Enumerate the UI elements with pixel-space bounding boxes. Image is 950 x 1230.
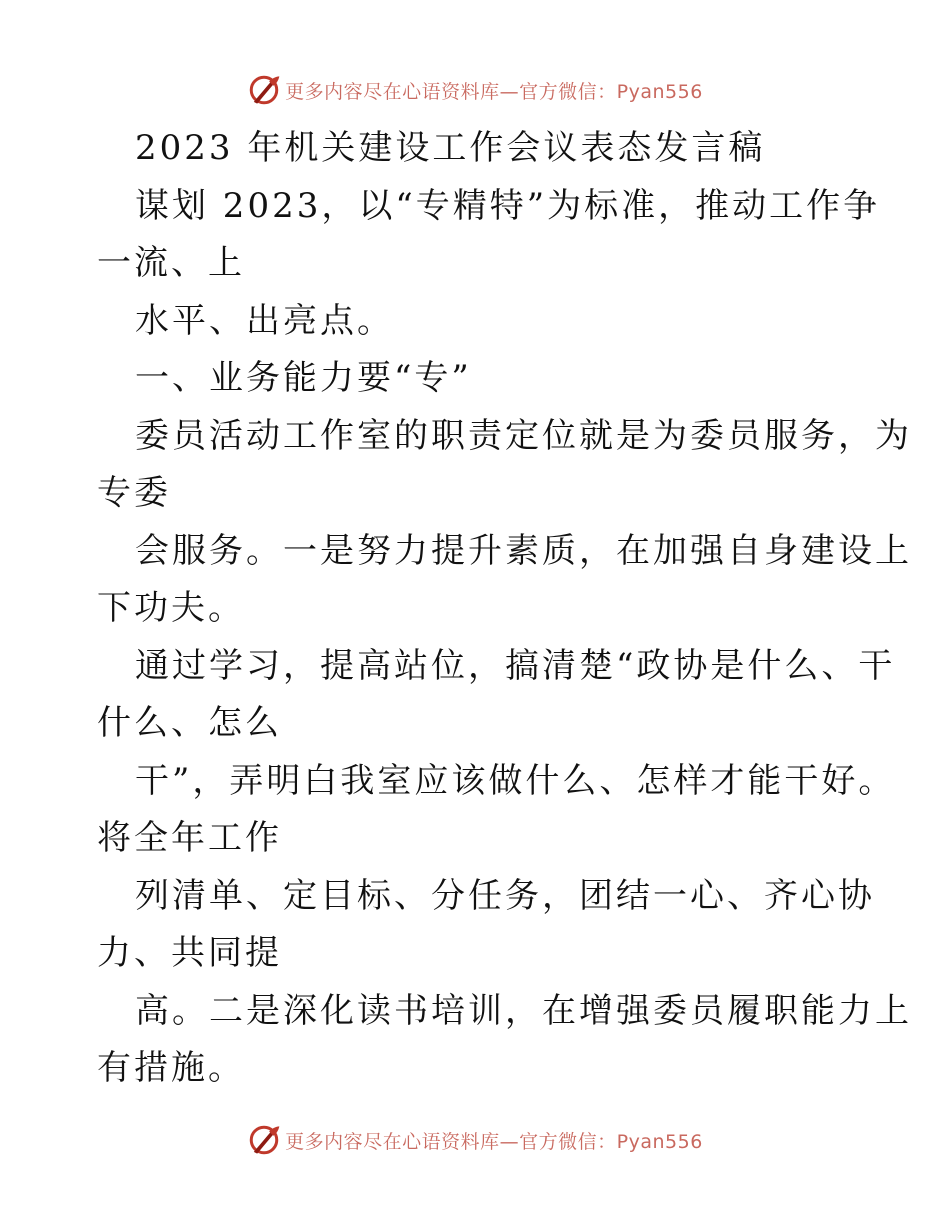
document-title: 2023 年机关建设工作会议表态发言稿 [135, 128, 766, 168]
header-watermark-text: 更多内容尽在心语资料库—官方微信：Pyan556 [285, 80, 703, 103]
paragraph-line: 干”，弄明白我室应该做什么、怎样才能干好。 [135, 760, 896, 801]
footer-watermark-banner [0, 1120, 950, 1160]
paragraph-line: 谋划 2023，以“专精特”为标准，推动工作争 [135, 185, 881, 226]
paragraph-line: 高。二是深化读书培训，在增强委员履职能力上 [135, 990, 912, 1031]
paragraph-line: 力、共同提 [97, 933, 282, 973]
document-body [97, 120, 912, 1098]
paragraph-line: 什么、怎么 [97, 703, 282, 743]
paragraph-line: 一流、上 [97, 243, 245, 283]
paragraph-line: 通过学习，提高站位，搞清楚“政协是什么、干 [135, 645, 896, 686]
quill-pen-logo-icon [247, 1123, 281, 1157]
paragraph-line: 下功夫。 [97, 588, 245, 628]
footer-watermark-text: 更多内容尽在心语资料库—官方微信：Pyan556 [285, 1130, 703, 1153]
section-heading: 一、业务能力要“专” [135, 358, 472, 398]
quill-pen-logo-icon [247, 73, 281, 107]
paragraph-line: 会服务。一是努力提升素质，在加强自身建设上 [135, 530, 912, 571]
paragraph-line: 有措施。 [97, 1048, 245, 1088]
paragraph-line: 将全年工作 [97, 818, 282, 858]
paragraph-line: 列清单、定目标、分任务，团结一心、齐心协 [135, 875, 875, 916]
header-watermark-banner [0, 70, 950, 110]
paragraph-line: 水平、出亮点。 [135, 300, 394, 341]
paragraph-line: 专委 [97, 473, 171, 513]
paragraph-line: 委员活动工作室的职责定位就是为委员服务，为 [135, 415, 912, 456]
